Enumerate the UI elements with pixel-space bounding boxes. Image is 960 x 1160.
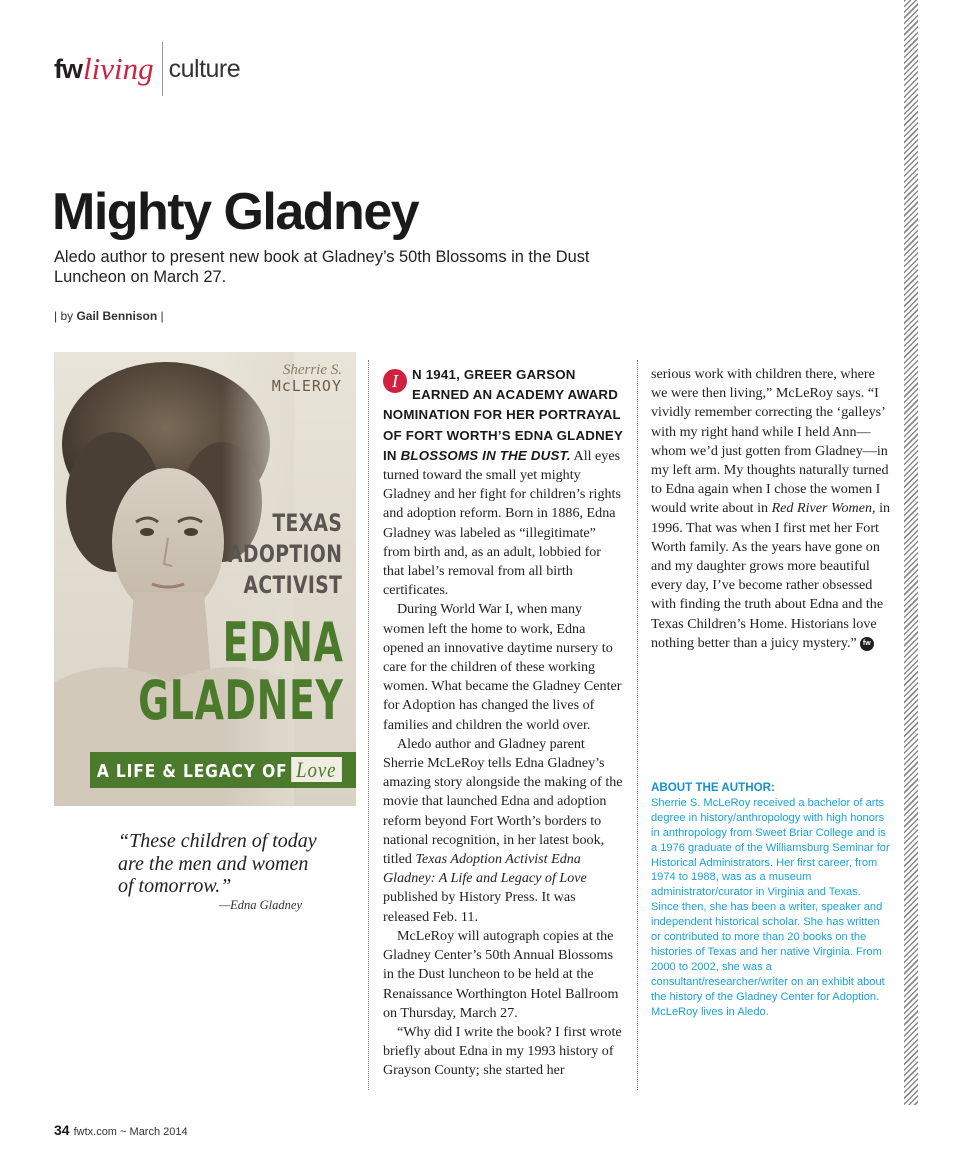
pull-quote: “These children of today are the men and women of tomorrow.”: [118, 830, 317, 897]
lead-in-film-title: BLOSSOMS IN THE DUST.: [400, 447, 571, 463]
cover-author-signature: Sherrie S.: [282, 362, 342, 378]
end-mark-icon: fw: [860, 637, 874, 651]
article-title: Mighty Gladney: [52, 183, 419, 241]
section-header: [54, 44, 240, 94]
cover-band-label: A LIFE & LEGACY OF: [97, 761, 289, 782]
header-divider: [162, 42, 163, 96]
book-title: Texas Adoption Activist Edna Gladney: A Life and Legacy of Love: [383, 851, 587, 887]
article-paragraph: McLeRoy will autograph copies at the Gladney Center’s 50th Annual Blossoms in the Dust luncheon to be held at the Renaissance Worthington Hotel Ballroom on Thursday, March 27.: [383, 927, 619, 1021]
byline: [54, 309, 164, 323]
paragraph-3-text-a: Aledo author and Gladney parent Sherrie McLeRoy tells Edna Gladney’s amazing story alongside the making of the movie that launched Edna and adoption reform beyond Fort Worth’s borders to national recognition, in her latest book, titled: [383, 735, 623, 868]
cover-title: [138, 611, 344, 732]
article-paragraph: [651, 365, 891, 653]
byline-suffix: |: [157, 309, 164, 323]
article-paragraph: [383, 735, 625, 927]
cover-subtitle-line: ADOPTION: [227, 540, 342, 568]
about-the-author: [651, 781, 891, 1020]
about-body: Sherrie S. McLeRoy received a bachelor of arts degree in history/anthropology with high honors in anthropology from Sweet Briar College and is a 1976 graduate of the Williamsburg Seminar for Historical Administrators. Her first career, from 1974 to 1988, was as a museum administrator/curator in Virginia and Texas. Since then, she has been a writer, speaker and independent historical scholar. She has written or contributed to more than 20 books on the histories of Texas and her native Virginia. From 2000 to 2002, she was a consultant/researcher/writer on an exhibit about the history of the Gladney Center for Adoption. McLeRoy lives in Aledo.: [651, 796, 890, 1018]
column-rule-left: [368, 360, 369, 1090]
drop-cap: I: [383, 369, 407, 393]
pull-quote-attribution: —Edna Gladney: [219, 898, 302, 912]
section-label: culture: [168, 54, 241, 83]
cover-author-name: McLEROY: [271, 377, 342, 395]
lead-in-text: N 1941, GREER GARSON EARNED AN ACADEMY AWARD NOMINATION FOR HER PORTRAYAL OF FORT WORTH’S EDNA GLADNEY IN: [383, 367, 623, 463]
logo-living: living: [83, 51, 154, 86]
article-dek: Aledo author to present new book at Gladney’s 50th Blossoms in the Dust Luncheon on March 27.: [54, 248, 590, 286]
paragraph-1-text: All eyes turned toward the small yet mighty Gladney and her fight for children’s rights and adoption reform. Born in 1886, Edna Gladney was labeled as “illegitimate” from birth and, as an adult, lobbied for that label’s removal from all birth certificates.: [383, 447, 621, 599]
cover-subtitle: [228, 508, 342, 601]
article-column-1: [383, 365, 625, 1081]
page-number: 34: [54, 1122, 70, 1138]
article-column-2: [651, 365, 891, 653]
logo-fw: fw: [54, 53, 82, 84]
footer-issue: March 2014: [129, 1126, 188, 1138]
cover-title-line: EDNA: [223, 611, 344, 674]
book-reference: Red River Women: [771, 500, 873, 517]
article-paragraph: “Why did I write the book? I first wrote briefly about Edna in my 1993 history of Grayson County; she started her: [383, 1023, 622, 1079]
cover-band-script: Love: [291, 757, 342, 782]
cover-title-line: GLADNEY: [138, 669, 344, 732]
paragraph-3-text-b: published by History Press. It was released Feb. 11.: [383, 889, 576, 925]
cover-subtitle-line: TEXAS: [272, 509, 342, 537]
about-title: ABOUT THE AUTHOR:: [651, 781, 775, 794]
cover-author: [272, 362, 342, 395]
article-paragraph: [383, 365, 625, 600]
paragraph-5-text-b: , in 1996. That was when I first met her Fort Worth family. As the years have gone on and my daughter grows more beautiful every day, I’ve become rather obsessed with finding the truth about Edna and the Texas Children’s Home. Historians love nothing better than a juicy mystery.”: [651, 500, 891, 651]
cover-subtitle-line: ACTIVIST: [243, 571, 342, 599]
footer-separator: ~: [116, 1126, 130, 1138]
byline-author: Gail Bennison: [76, 309, 158, 323]
page-edge-pattern: [904, 0, 918, 1105]
paragraph-5-text-a: serious work with children there, where we were then living,” McLeRoy says. “I vividly remember correcting the ‘galleys’ with my right hand while I held Ann—whom we’d just gotten from Gladney—in my left arm. My thoughts naturally turned to Edna again when I chose the women I would write about in: [651, 366, 889, 517]
column-rule-right: [637, 360, 638, 1090]
article-paragraph: During World War I, when many women left the home to work, Edna opened an innovative daytime nursery to care for the children of these working women. What became the Gladney Center for Adoption has changed the lives of families and children the world over.: [383, 601, 622, 733]
book-cover: [54, 352, 356, 806]
byline-prefix: | by: [54, 309, 77, 323]
footer-site: fwtx.com: [73, 1126, 117, 1138]
cover-band: [90, 752, 356, 788]
page-footer: [54, 1122, 188, 1138]
cover-band-text: [97, 757, 342, 783]
